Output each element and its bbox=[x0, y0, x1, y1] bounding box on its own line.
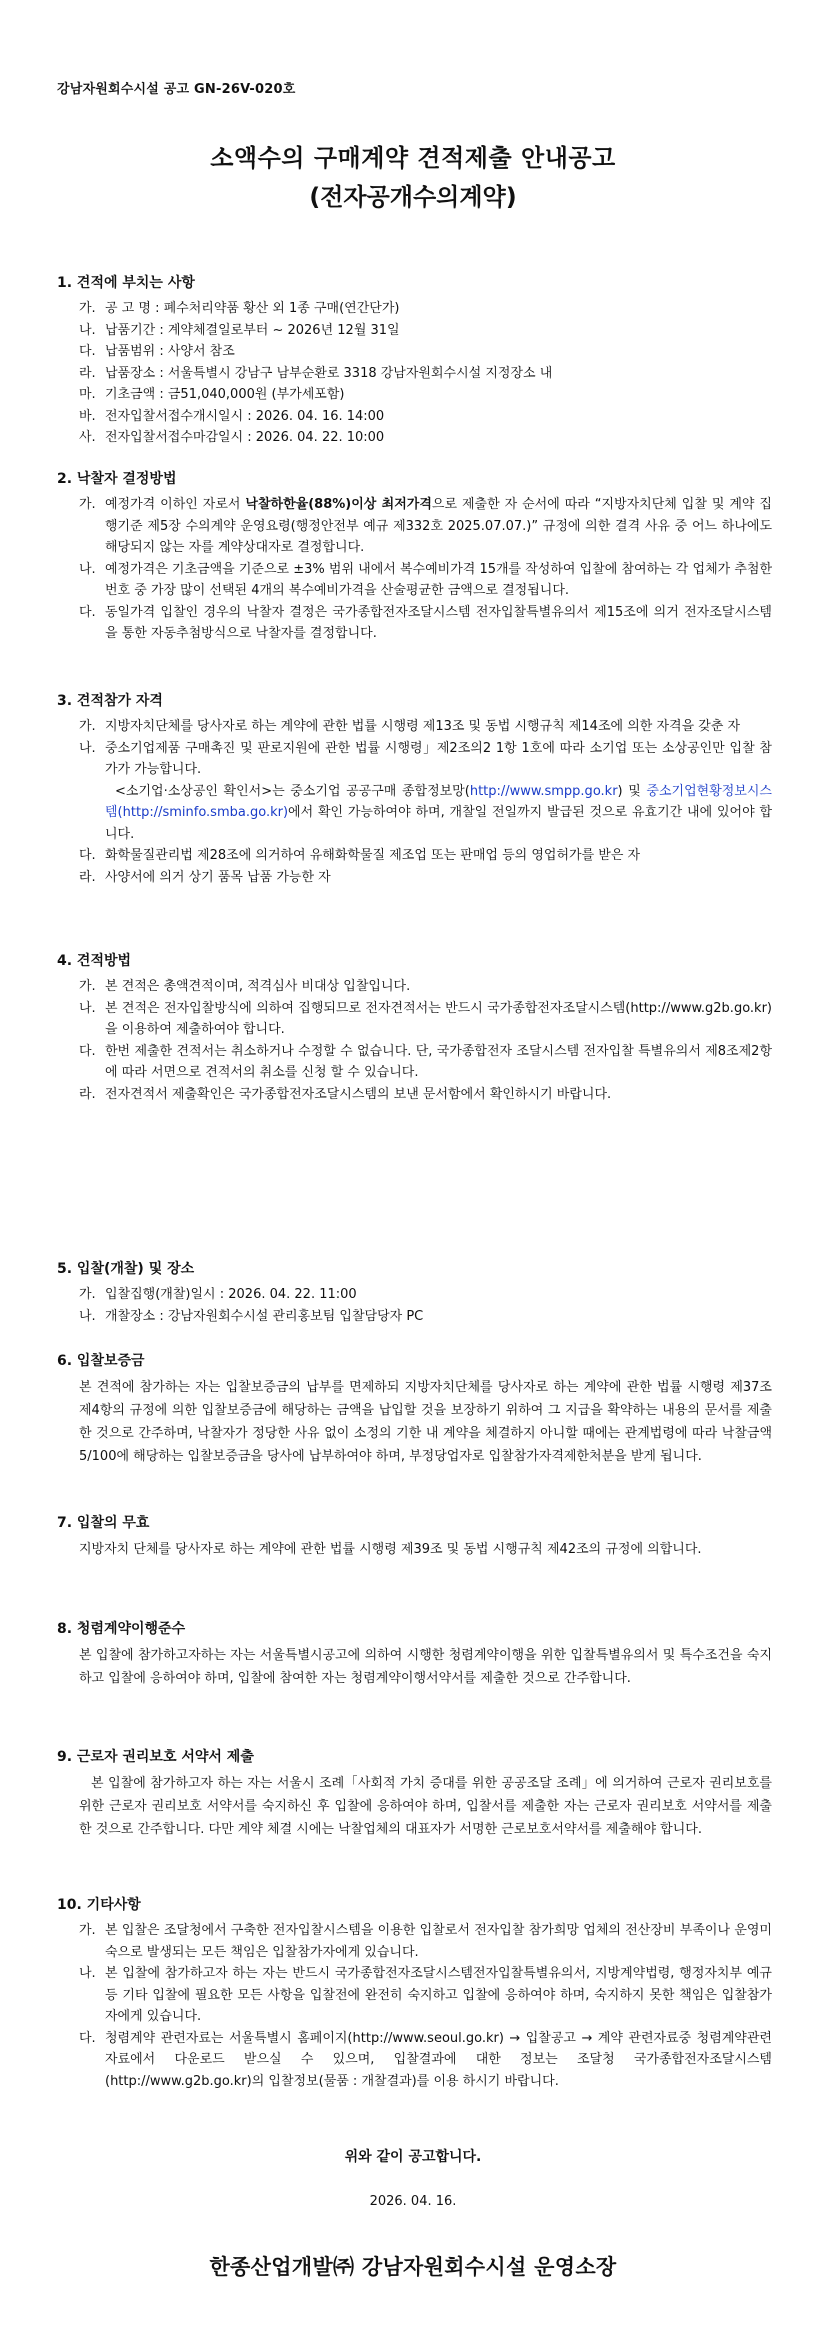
smpp-link[interactable]: http://www.smpp.go.kr bbox=[469, 783, 618, 799]
list-item bbox=[57, 1284, 772, 1306]
list-item bbox=[57, 1306, 772, 1328]
item-text: 예정가격은 기초금액을 기준으로 ±3% 범위 내에서 복수예비가격 15개를 작성하여 입찰에 참여하는 각 업체가 추첨한 번호 중 가장 많이 선택된 4개의 복수예비가격을 산술평균한 금액으로 결정됩니다. bbox=[105, 561, 772, 598]
item-text: 동일가격 입찰인 경우의 낙찰자 결정은 국가종합전자조달시스템 전자입찰특별유의서 제15조에 의거 전자조달시스템을 통한 자동추첨방식으로 낙찰자를 결정합니다. bbox=[105, 604, 772, 641]
item-text: 전자견적서 제출확인은 국가종합전자조달시스템의 보낸 문서함에서 확인하시기 바랍니다. bbox=[105, 1086, 612, 1102]
closing-statement: 위와 같이 공고합니다. bbox=[344, 2149, 482, 2165]
item-text: 한번 제출한 견적서는 취소하거나 수정할 수 없습니다. 단, 국가종합전자 조달시스템 전자입찰 특별유의서 제8조제2항에 따라 서면으로 견적서의 취소를 신청 할 수 있습니다. bbox=[105, 1043, 772, 1080]
item-label: 나. bbox=[79, 561, 96, 577]
item-text: 본 견적은 전자입찰방식에 의하여 집행되므로 전자견적서는 반드시 국가종합전자조달시스템(http://www.g2b.go.kr)을 이용하여 제출하여야 합니다. bbox=[105, 1000, 772, 1037]
list-item bbox=[57, 341, 772, 363]
list-item bbox=[57, 427, 772, 449]
item-label: 가. bbox=[79, 1287, 96, 1302]
section-3 bbox=[57, 690, 772, 888]
section-heading: 6. 입찰보증금 bbox=[57, 1353, 145, 1369]
page-title: 소액수의 구매계약 견적제출 안내공고 bbox=[210, 144, 616, 172]
list-item bbox=[57, 1084, 772, 1106]
item-text: 납품장소 : 서울특별시 강남구 남부순환로 3318 강남자원회수시설 지정장소 내 bbox=[105, 365, 553, 381]
item-text: 청렴계약 관련자료는 서울특별시 홈페이지(http://www.seoul.go.kr) → 입찰공고 → 계약 관련자료중 청렴계약관련자료에서 다운로드 받으실 수 있으며, 입찰결과에 대한 정보는 조달청 국가종합전자조달시스템(http://www.g2b.go.kr)의 입찰정보(물품 : 개찰결과)를 이용 하시기 바랍니다. bbox=[105, 2030, 772, 2089]
section-heading: 1. 견적에 부치는 사항 bbox=[57, 275, 195, 291]
item-text: 납품범위 : 사양서 참조 bbox=[105, 344, 235, 359]
item-text: 전자입찰서접수마감일시 : 2026. 04. 22. 10:00 bbox=[105, 430, 385, 445]
item-label: 나. bbox=[79, 1966, 96, 1981]
item-text: 예정가격 이하인 자로서 낙찰하한율(88%)이상 최저가격으로 제출한 자 순서에 따라 “지방자치단체 입찰 및 계약 집행기준 제5장 수의계약 운영요령(행정안전부 예규 제332호 2025.07.07.)” 규정에 의한 결격 사유 중 어느 하나에도 해당되지 않는 자를 계약상대자로 결정합니다. bbox=[105, 497, 772, 555]
item-text: 본 입찰은 조달청에서 구축한 전자입찰시스템을 이용한 입찰로서 전자입찰 참가희망 업체의 전산장비 부족이나 운영미숙으로 발생되는 모든 책임은 입찰참가자에게 있습니다. bbox=[105, 1923, 772, 1960]
section-body: 본 입찰에 참가하고자 하는 자는 서울시 조례「사회적 가치 증대를 위한 공공조달 조례」에 의거하여 근로자 권리보호를 위한 근로자 권리보호 서약서를 숙지하신 후 입찰에 응하여야 하며, 입찰서를 제출한 자는 근로자 권리보호 서약서를 제출한 것으로 간주합니다. 다만 계약 체결 시에는 낙찰업체의 대표자가 서명한 근로보호서약서를 제출해야 합니다. bbox=[79, 1776, 772, 1837]
sminfo-link[interactable]: 중소기업현황정보시스템(http://sminfo.smba.go.kr) bbox=[105, 783, 772, 820]
notice-number: 강남자원회수시설 공고 GN-26V-020호 bbox=[57, 82, 296, 97]
emphasis-text: 낙찰하한율(88%)이상 최저가격 bbox=[245, 497, 432, 512]
item-label: 다. bbox=[79, 848, 96, 863]
item-text: 전자입찰서접수개시일시 : 2026. 04. 16. 14:00 bbox=[105, 408, 385, 424]
list-item bbox=[57, 1920, 772, 1963]
item-label: 바. bbox=[79, 408, 96, 424]
section-10 bbox=[57, 1894, 772, 2092]
list-item bbox=[57, 602, 772, 645]
item-label: 라. bbox=[79, 869, 96, 885]
notice-date: 2026. 04. 16. bbox=[369, 2194, 457, 2209]
item-label: 다. bbox=[79, 2030, 96, 2046]
list-item bbox=[57, 384, 772, 406]
section-heading: 7. 입찰의 무효 bbox=[57, 1515, 150, 1531]
list-item bbox=[57, 494, 772, 559]
item-label: 나. bbox=[79, 1000, 96, 1016]
item-label: 나. bbox=[79, 740, 96, 756]
section-body: 지방자치 단체를 당사자로 하는 계약에 관한 법률 시행령 제39조 및 동법 시행규칙 제42조의 규정에 의합니다. bbox=[79, 1542, 702, 1557]
section-4 bbox=[57, 950, 772, 1105]
list-item bbox=[57, 845, 772, 867]
section-heading: 10. 기타사항 bbox=[57, 1897, 141, 1913]
section-1 bbox=[57, 272, 772, 449]
item-text: 공 고 명 : 폐수처리약품 황산 외 1종 구매(연간단가) bbox=[105, 301, 400, 316]
list-item bbox=[57, 976, 772, 998]
item-label: 라. bbox=[79, 365, 96, 381]
item-label: 라. bbox=[79, 1086, 96, 1102]
item-label: 다. bbox=[79, 1043, 96, 1059]
item-label: 나. bbox=[79, 322, 96, 338]
item-text: <소기업·소상공인 확인서>는 중소기업 공공구매 종합정보망(http://www.smpp.go.kr) 및 중소기업현황정보시스템(http://sminfo.smba.go.kr)에서 확인 가능하여야 하며, 개찰일 전일까지 발급된 것으로 유효기간 내에 있어야 합니다. bbox=[105, 783, 772, 842]
section-8 bbox=[57, 1618, 772, 1690]
section-heading: 9. 근로자 권리보호 서약서 제출 bbox=[57, 1749, 254, 1765]
item-text: 본 입찰에 참가하고자 하는 자는 반드시 국가종합전자조달시스템전자입찰특별유의서, 지방계약법령, 행정자치부 예규 등 기타 입찰에 필요한 모든 사항을 입찰전에 완전히 숙지하고 입찰에 응하여야 하며, 숙지하지 못한 책임은 입찰참가자에게 있습니다. bbox=[105, 1966, 772, 2024]
list-item bbox=[57, 363, 772, 385]
item-label: 가. bbox=[79, 719, 96, 734]
item-label: 사. bbox=[79, 430, 96, 445]
item-label: 나. bbox=[79, 1308, 96, 1324]
page-subtitle: (전자공개수의계약) bbox=[309, 183, 517, 211]
list-item bbox=[57, 738, 772, 781]
item-text: 본 견적은 총액견적이며, 적격심사 비대상 입찰입니다. bbox=[105, 979, 411, 994]
section-heading: 5. 입찰(개찰) 및 장소 bbox=[57, 1261, 195, 1277]
list-item bbox=[57, 1963, 772, 2028]
section-6 bbox=[57, 1350, 772, 1468]
section-heading: 2. 낙찰자 결정방법 bbox=[57, 471, 177, 487]
list-item bbox=[57, 1041, 772, 1084]
list-item bbox=[57, 406, 772, 428]
item-label: 마. bbox=[79, 387, 96, 402]
item-text: 입찰집행(개찰)일시 : 2026. 04. 22. 11:00 bbox=[105, 1287, 357, 1302]
section-2 bbox=[57, 468, 772, 645]
list-item bbox=[57, 559, 772, 602]
item-label: 다. bbox=[79, 604, 96, 620]
section-heading: 3. 견적참가 자격 bbox=[57, 693, 163, 709]
item-text: 기초금액 : 금51,040,000원 (부가세포함) bbox=[105, 387, 345, 402]
section-heading: 4. 견적방법 bbox=[57, 953, 132, 969]
section-heading: 8. 청렴계약이행준수 bbox=[57, 1621, 186, 1637]
list-item bbox=[57, 2028, 772, 2093]
issuer-name: 한종산업개발㈜ 강남자원회수시설 운영소장 bbox=[209, 2255, 617, 2279]
list-item-note bbox=[57, 781, 772, 846]
list-item bbox=[57, 867, 772, 889]
list-item bbox=[57, 716, 772, 738]
item-label: 다. bbox=[79, 344, 96, 359]
list-item bbox=[57, 298, 772, 320]
item-label: 가. bbox=[79, 1923, 96, 1938]
item-text: 사양서에 의거 상기 품목 납품 가능한 자 bbox=[105, 869, 331, 885]
list-item bbox=[57, 320, 772, 342]
section-9 bbox=[57, 1746, 772, 1841]
section-5 bbox=[57, 1258, 772, 1327]
item-text: 화학물질관리법 제28조에 의거하여 유해화학물질 제조업 또는 판매업 등의 영업허가를 받은 자 bbox=[105, 848, 641, 863]
item-label: 가. bbox=[79, 497, 96, 512]
item-text: 납품기간 : 계약체결일로부터 ~ 2026년 12월 31일 bbox=[105, 322, 400, 338]
section-7 bbox=[57, 1512, 772, 1561]
item-text: 중소기업제품 구매촉진 및 판로지원에 관한 법률 시행령」제2조의2 1항 1호에 따라 소기업 또는 소상공인만 입찰 참가가 가능합니다. bbox=[105, 740, 772, 777]
section-body: 본 입찰에 참가하고자하는 자는 서울특별시공고에 의하여 시행한 청렴계약이행을 위한 입찰특별유의서 및 특수조건을 숙지하고 입찰에 응하여야 하며, 입찰에 참여한 자는 청렴계약이행서약서를 제출한 것으로 간주합니다. bbox=[79, 1648, 772, 1686]
item-text: 지방자치단체를 당사자로 하는 계약에 관한 법률 시행령 제13조 및 동법 시행규칙 제14조에 의한 자격을 갖춘 자 bbox=[105, 719, 741, 734]
item-text: 개찰장소 : 강남자원회수시설 관리홍보팀 입찰담당자 PC bbox=[105, 1308, 424, 1324]
section-body: 본 견적에 참가하는 자는 입찰보증금의 납부를 면제하되 지방자치단체를 당사자로 하는 계약에 관한 법률 시행령 제37조 제4항의 규정에 의한 입찰보증금에 해당하는 금액을 납입할 것을 보장하기 위하여 그 지급을 확약하는 내용의 문서를 제출한 것으로 간주하며, 낙찰자가 정당한 사유 없이 소정의 기한 내 계약을 체결하지 아니할 때에는 관계법령에 따라 낙찰금액 5/100에 해당하는 입찰보증금을 당사에 납부하여야 하며, 부정당업자로 입찰참가자격제한처분을 받게 됩니다. bbox=[79, 1380, 772, 1464]
list-item bbox=[57, 998, 772, 1041]
item-label: 가. bbox=[79, 301, 96, 316]
item-label: 가. bbox=[79, 979, 96, 994]
